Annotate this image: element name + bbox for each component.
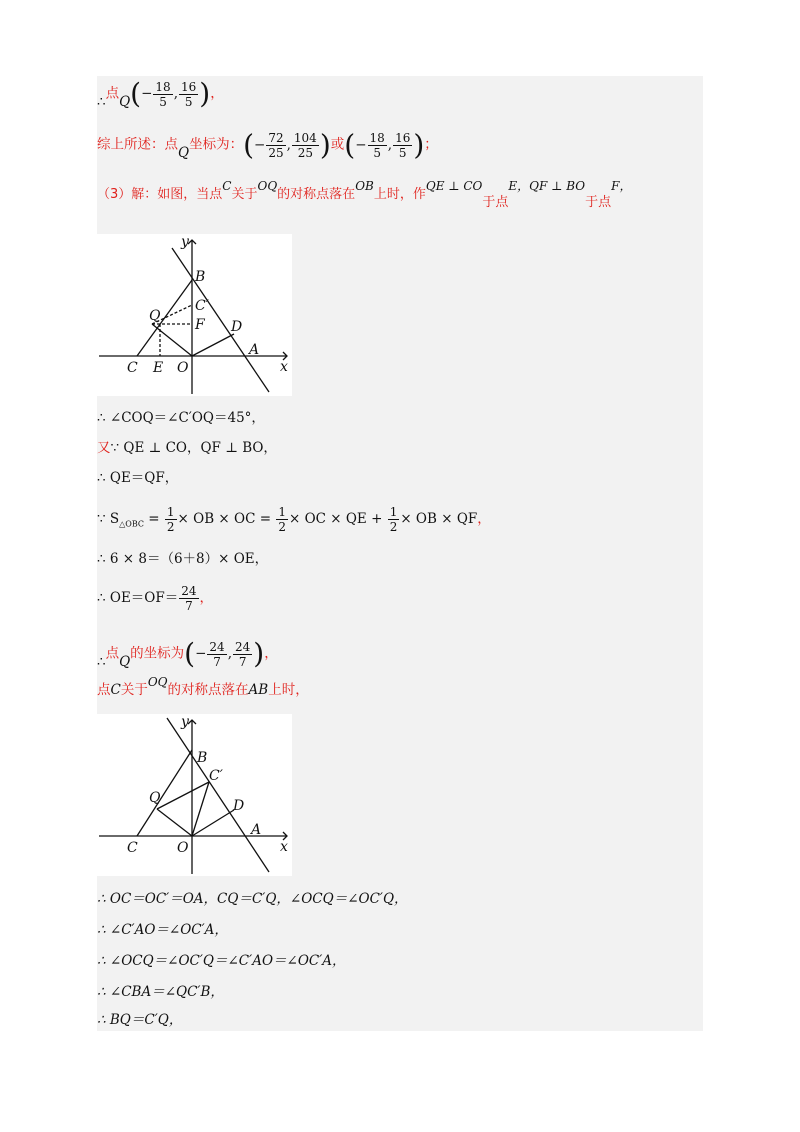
var-q: Q [178, 144, 190, 161]
statement-4-area: ∵ $S_{\triangle OBC}$ = $\frac{1}{2}$ × OB × OC = $\frac{1}{2}$ × OC × QE + $\frac{1}{2}$ × OB × QF， [97, 505, 491, 534]
segment-qo [152, 324, 192, 356]
statement-6: ∴ OE＝OF＝ $\frac{24}{7}$ ， [97, 584, 214, 613]
line-q-result: ∴点Q(− $\frac{18}{5}$ , $\frac{16}{5}$ )， [97, 77, 224, 110]
statement-3: ∴ QE＝QF， [97, 470, 179, 486]
label-y: y [181, 234, 189, 250]
label-x: x [280, 359, 288, 375]
label-f: F [195, 317, 205, 333]
segment-qo [157, 809, 192, 836]
text-or: 或 [330, 136, 345, 153]
label-q: Q [149, 308, 161, 324]
fraction: $\frac{16}{5}$ [181, 79, 197, 109]
statement-2: 又∵ QE ⊥ CO，QF ⊥ BO， [97, 440, 277, 456]
fraction: $\frac{18}{5}$ [155, 79, 171, 109]
label-c-prime: C′ [195, 298, 209, 314]
statement-12: ∴ ∠CBA＝∠QC′B， [97, 984, 224, 1000]
label-o: O [177, 360, 189, 376]
figure-1-svg [97, 234, 292, 396]
statement-5: ∴ 6 × 8＝（6＋8）× OE， [97, 551, 269, 567]
statement-7: ∴点Q的坐标为(− $\frac{24}{7}$ , $\frac{24}{7}$ )， [97, 637, 278, 670]
label-d: D [231, 319, 243, 335]
label-a: A [249, 342, 260, 358]
statement-9: ∴ OC＝OC′＝OA，CQ＝C′Q，∠OCQ＝∠OC′Q， [97, 891, 408, 907]
label-o: O [177, 840, 189, 856]
label-x: x [280, 839, 288, 855]
segment-cb [137, 750, 192, 836]
summary-text: 综上所述：点 [97, 136, 178, 153]
label-b: B [197, 750, 208, 766]
label-q: Q [149, 790, 161, 806]
statement-1: ∴ ∠COQ＝∠C′OQ＝45°， [97, 410, 265, 426]
statement-10: ∴ ∠C′AO＝∠OC′A， [97, 922, 228, 938]
statement-8: 点C关于OQ的对称点落在AB上时， [97, 675, 309, 698]
label-a: A [251, 822, 262, 838]
line-part3: （3）解：如图，当点C关于OQ的对称点落在OB上时，作QE ⊥ CO于点E，QF ⊥ BO于点F， [97, 179, 632, 210]
therefore-symbol: ∴ [97, 93, 106, 110]
text-point: 点 [105, 85, 120, 102]
label-b: B [195, 269, 206, 285]
statement-13: ∴ BQ＝C′Q， [97, 1012, 183, 1028]
figure-2-svg [97, 714, 292, 876]
label-c-prime: C′ [209, 768, 223, 784]
statement-11: ∴ ∠OCQ＝∠OC′Q＝∠C′AO＝∠OC′A， [97, 953, 346, 969]
label-d: D [233, 798, 245, 814]
segment-od [192, 334, 234, 356]
var-q: Q [119, 93, 131, 110]
label-c: C [127, 360, 138, 376]
segment-cb [137, 280, 192, 356]
figure-1 [97, 234, 292, 396]
summary-mid: 坐标为： [189, 136, 244, 153]
text-you: 又 [97, 440, 111, 456]
label-c: C [127, 840, 138, 856]
figure-2 [97, 714, 292, 876]
label-e: E [153, 360, 164, 376]
label-y: y [181, 714, 189, 730]
line-summary: 综上所述：点Q坐标为：(− $\frac{72}{25}$ , $\frac{104}{25}$ )或(− $\frac{18}{5}$ , $\frac{16}{5}$ )； [97, 128, 438, 161]
